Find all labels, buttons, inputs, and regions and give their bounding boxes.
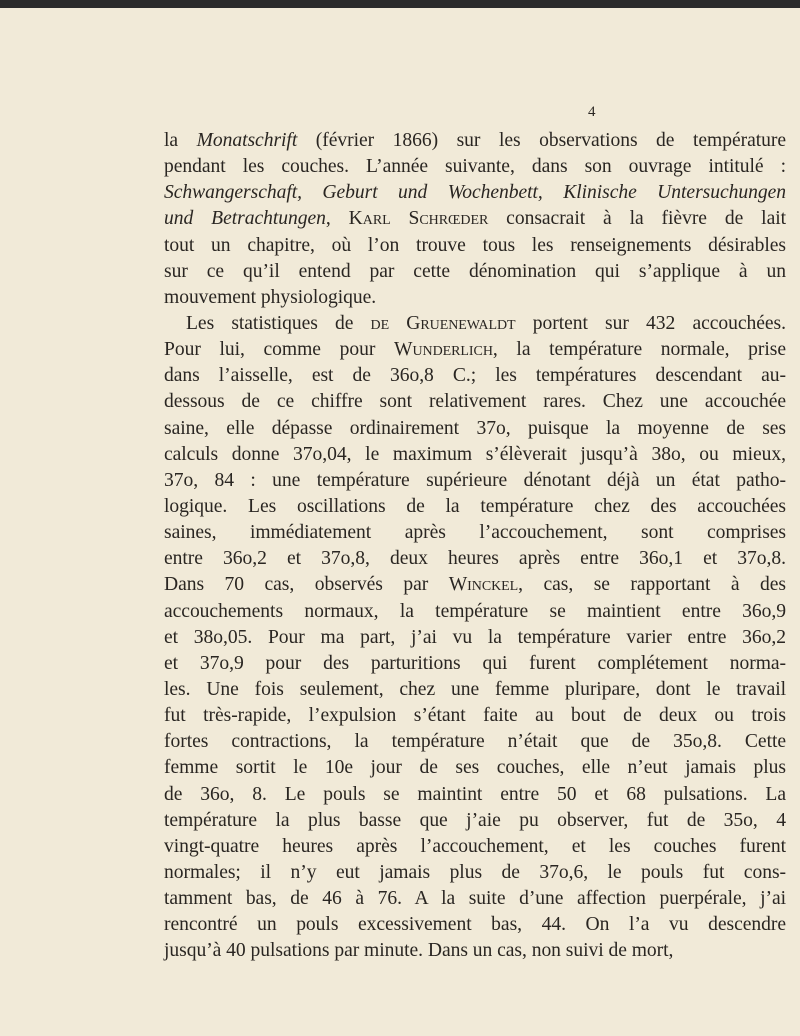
text-segment: entre 36o,2 et 37o,8, deux heures après entre 36o,1 et 37o,8.	[164, 548, 786, 570]
text-segment: dans l’aisselle, est de 36o,8 C.; les températures descendant au-	[164, 365, 786, 387]
text-segment: accouchements normaux, la température se maintient entre 36o,9	[164, 600, 786, 622]
text-segment: 37o, 84 : une température supérieure dénotant déjà un état patho-	[164, 469, 786, 491]
text-segment: , cas, se rapportant à des	[518, 574, 786, 596]
text-line	[164, 625, 786, 651]
text-line	[164, 259, 786, 285]
text-segment: la	[164, 130, 197, 151]
text-line	[164, 154, 786, 180]
text-line	[164, 416, 786, 442]
text-line	[164, 363, 786, 389]
text-line	[164, 337, 786, 363]
text-line	[164, 703, 786, 729]
text-line	[164, 860, 786, 886]
text-segment: dessous de ce chiffre sont relativement rares. Chez une accouchée	[164, 391, 786, 413]
text-segment: logique. Les oscillations de la température chez des accouchées	[164, 495, 786, 517]
text-line	[164, 442, 786, 468]
italic-text: Schwangerschaft, Geburt und Wochenbett, Klinische Untersuchungen	[164, 182, 786, 204]
text-line	[164, 912, 786, 938]
text-segment: ,	[325, 208, 349, 230]
text-segment: , la température normale, prise	[492, 339, 787, 361]
text-line	[164, 677, 786, 703]
text-segment: tamment bas, de 46 à 76. A la suite d’une affection puerpérale, j’ai	[164, 888, 786, 910]
text-line	[164, 389, 786, 415]
text-line	[164, 599, 786, 625]
body-text	[164, 128, 786, 965]
text-segment: fut très-rapide, l’expulsion s’étant faite au bout de deux ou trois	[164, 705, 786, 727]
text-segment: calculs donne 37o,04, le maximum s’élèverait jusqu’à 38o, ou mieux,	[164, 443, 786, 465]
text-segment: vingt-quatre heures après l’accouchement, et les couches furent	[164, 835, 786, 857]
text-line	[164, 755, 786, 781]
text-line	[164, 938, 786, 964]
text-segment: les. Une fois seulement, chez une femme pluripare, dont le travail	[164, 678, 786, 700]
text-line	[164, 128, 786, 154]
text-segment: normales; il n’y eut jamais plus de 37o,6, le pouls fut cons-	[164, 861, 786, 883]
text-segment: saines, immédiatement après l’accouchement, sont comprises	[164, 522, 786, 544]
text-line	[164, 782, 786, 808]
text-line	[164, 180, 786, 206]
italic-text: Monatschrift	[196, 130, 298, 151]
text-segment: pendant les couches. L’année suivante, dans son ouvrage intitulé :	[164, 156, 786, 178]
text-line	[164, 206, 786, 232]
text-segment: jusqu’à 40 pulsations par minute. Dans un cas, non suivi de mort,	[164, 940, 674, 962]
page-number: 4	[588, 104, 596, 120]
author-name: Winckel	[448, 574, 519, 596]
text-line	[164, 285, 786, 311]
text-segment: rencontré un pouls excessivement bas, 44. On l’a vu descendre	[164, 914, 786, 936]
author-name: de Gruenewaldt	[370, 312, 516, 334]
text-segment: et 38o,05. Pour ma part, j’ai vu la température varier entre 36o,2	[164, 626, 786, 648]
text-segment: portent sur 432 accouchées.	[515, 312, 786, 334]
text-segment: mouvement physiologique.	[164, 286, 377, 308]
text-line	[164, 520, 786, 546]
text-segment: Les statistiques de	[186, 312, 371, 334]
text-segment: fortes contractions, la température n’était que de 35o,8. Cette	[164, 731, 786, 753]
author-name: Karl Schrœder	[348, 208, 489, 230]
text-segment: saine, elle dépasse ordinairement 37o, puisque la moyenne de ses	[164, 417, 786, 439]
text-segment: femme sortit le 10e jour de ses couches, elle n’eut jamais plus	[164, 757, 786, 779]
text-line	[164, 808, 786, 834]
text-line	[164, 886, 786, 912]
text-segment: et 37o,9 pour des parturitions qui furent complétement norma-	[164, 652, 786, 674]
text-segment: consacrait à la fièvre de lait	[488, 208, 787, 230]
text-line	[164, 651, 786, 677]
text-line	[164, 233, 786, 259]
text-segment: de 36o, 8. Le pouls se maintint entre 50 et 68 pulsations. La	[164, 783, 786, 805]
text-segment: tout un chapitre, où l’on trouve tous les renseignements désirables	[164, 234, 786, 256]
text-line	[164, 546, 786, 572]
text-segment: (février 1866) sur les observations de température	[297, 130, 786, 151]
text-line	[164, 311, 786, 337]
text-line	[164, 729, 786, 755]
text-line	[164, 468, 786, 494]
scan-top-edge	[0, 0, 800, 8]
italic-text: und Betrachtungen	[164, 208, 326, 230]
text-line	[164, 834, 786, 860]
author-name: Wunderlich	[394, 339, 493, 361]
text-segment: Pour lui, comme pour	[164, 339, 395, 361]
text-segment: sur ce qu’il entend par cette dénomination qui s’applique à un	[164, 260, 786, 282]
text-segment: Dans 70 cas, observés par	[164, 574, 449, 596]
text-line	[164, 572, 786, 598]
text-segment: température la plus basse que j’aie pu observer, fut de 35o, 4	[164, 809, 786, 831]
text-line	[164, 494, 786, 520]
